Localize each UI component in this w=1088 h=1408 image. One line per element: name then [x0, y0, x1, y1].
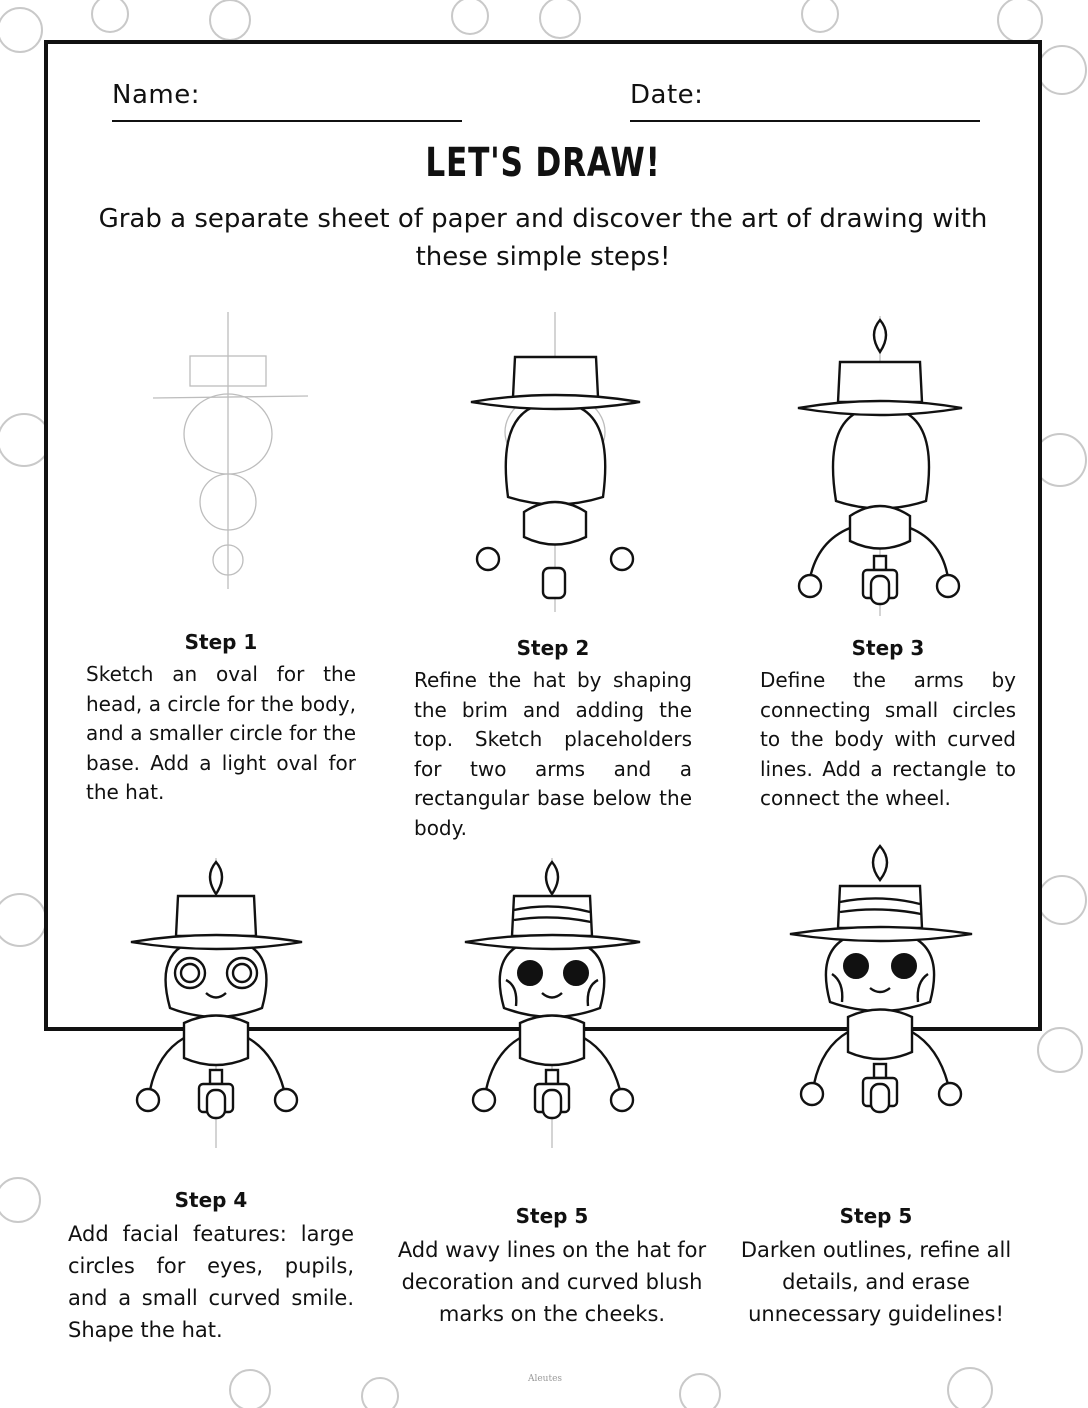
step-5: [394, 1204, 710, 1330]
name-label: Name:: [112, 80, 200, 110]
step4-illustration: [126, 858, 310, 1148]
step-3-heading: Step 3: [851, 636, 925, 660]
step-1: [86, 630, 356, 808]
page-title: LET'S DRAW!: [425, 140, 661, 186]
step5-illustration: [460, 858, 650, 1148]
step-6: [736, 1204, 1016, 1330]
step1-illustration: [128, 304, 328, 604]
step-6-heading: Step 5: [839, 1204, 913, 1228]
step-2: [414, 636, 692, 843]
step-3-text: Define the arms by connecting small circles to the body with curved lines. Add a rectangle to connect the wheel.: [760, 668, 1016, 810]
step-5-text: Add wavy lines on the hat for decoration and curved blush marks on the cheeks.: [397, 1238, 707, 1326]
step-2-heading: Step 2: [516, 636, 590, 660]
step-6-text: Darken outlines, refine all details, and erase unnecessary guidelines!: [740, 1238, 1012, 1326]
step-1-heading: Step 1: [184, 630, 258, 654]
name-line[interactable]: [112, 120, 462, 122]
step-5-heading: Step 5: [515, 1204, 589, 1228]
page-subtitle: Grab a separate sheet of paper and discover the art of drawing with these simple steps!: [98, 204, 988, 272]
step-2-text: Refine the hat by shaping the brim and adding the top. Sketch placeholders for two arms and a rectangular base below the body.: [414, 668, 692, 840]
step3-illustration: [788, 316, 978, 616]
date-line[interactable]: [630, 120, 980, 122]
worksheet-frame: [44, 40, 1042, 1342]
footer-logo: Aleutes: [527, 1374, 563, 1384]
step6-illustration: [784, 842, 980, 1142]
step-4-heading: Step 4: [174, 1188, 248, 1212]
step-4: [68, 1188, 354, 1346]
step2-illustration: [458, 312, 648, 612]
step-3: [760, 636, 1016, 814]
date-label: Date:: [630, 80, 704, 110]
step-4-text: Add facial features: large circles for eyes, pupils, and a small curved smile. Shape the hat.: [68, 1222, 354, 1342]
step-1-text: Sketch an oval for the head, a circle for the body, and a smaller circle for the base. Add a light oval for the hat.: [86, 662, 356, 804]
